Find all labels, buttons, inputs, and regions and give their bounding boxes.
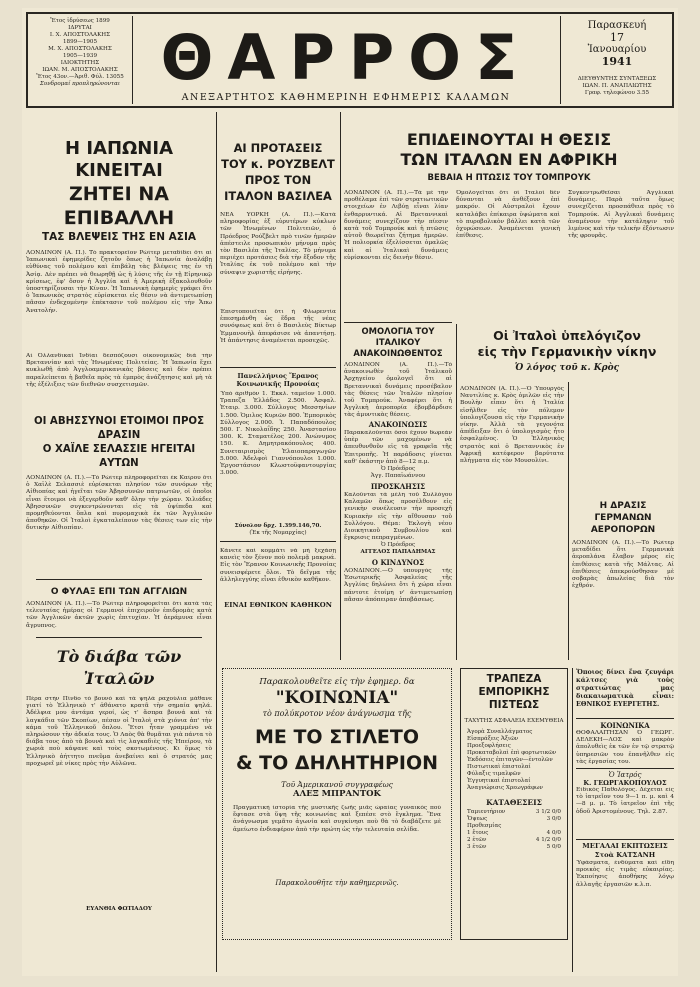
banner-title-2: & ΤΟ ΔΗΛΗΤΗΡΙΟΝ bbox=[235, 752, 439, 774]
bank-services bbox=[467, 729, 561, 792]
doctor-title: Ὁ Ἰατρός bbox=[608, 771, 642, 779]
bank-deposits bbox=[467, 809, 561, 851]
bank-title: ΤΡΑΠΕΖΑ ΕΜΠΟΡΙΚΗΣ ΠΙΣΤΕΩΣ bbox=[478, 673, 550, 711]
masthead-left-line: ΙΔΙΟΚΤΗΤΗΣ bbox=[60, 60, 100, 66]
masthead bbox=[26, 12, 674, 108]
doctor-name: Κ. ΓΕΩΡΓΑΚΟΠΟΥΛΟΣ bbox=[583, 779, 667, 787]
headline-confession: ΟΜΟΛΟΓΙΑ ΤΟΥ ΙΤΑΛΙΚΟΥ ΑΝΑΚΟΙΝΩΘΕΝΤΟΣ bbox=[353, 326, 443, 358]
newspaper-title: ΘΑΡΡΟΣ bbox=[160, 21, 532, 94]
article-guard-body: ΛΟΝΔΙΝΟΝ (Α. Π.).—Τὸ Ρώϊτερ πληροφορεῖται ὅτι κατὰ τὰς τελευταίας ἡμέρας οἱ Γερμανοὶ ἐπιχειροῦν ἐπιδρομὰς κατὰ τῶν Ἀγγλικῶν ἀκτῶν χωρὶς ἐπιτυχίαν. Ἡ ἀεράμυνα εἶναι ἄγρυπνος. bbox=[26, 601, 212, 629]
masthead-left-line: Συνδρομαί προπληρώνονται bbox=[39, 81, 121, 87]
banner-footer: Παρακολουθῆτε τὴν καθημερινῶς. bbox=[275, 879, 399, 887]
deposit-row: 3 ἐτῶν 5 0/0 bbox=[467, 844, 561, 850]
article-africa-body: ΛΟΝΔΙΝΟΝ (Α. Π.).—Τὰ μὲ τὴν προθέλαμα ἐπὶ τῶν στρατιωτικῶν στοιχείων ἐν Λιβύῃ εἶναι λίαν ἐνθαρρυντικά. Αἱ Βρεταννικαὶ δυνάμεις συνεχίζουν τὴν πίεσιν κατὰ τοῦ Τομπρούκ καὶ ἡ πτῶσις αὐτοῦ θεωρεῖται ζήτημα ἡμερῶν. Ἡ πολιορκία ἐξελίσσεται ὁμαλῶς καὶ αἱ Ἰταλικαὶ δυνάμεις εὑρίσκονται εἰς δεινὴν θέσιν. bbox=[344, 190, 448, 261]
bank-service: Πιστωτικαὶ ἐπιστολαί bbox=[467, 764, 531, 770]
headline-japan-1: Η ΙΑΠΩΝΙΑ ΚΙΝΕΙΤΑΙ bbox=[64, 138, 174, 181]
masthead-left-line: Ι. Χ. ΑΠΟΣΤΟΛΑΚΗΣ bbox=[49, 32, 111, 38]
bank-deposits-title: ΚΑΤΑΘΕΣΕΙΣ bbox=[486, 798, 542, 807]
headline-italians-2: εἰς τὴν Γερμανικὴν νίκην bbox=[477, 344, 657, 359]
store-title: ΜΕΓΑΛΑΙ ΕΚΠΤΩΣΕΙΣ Στοὰ ΚΑΤΣΑΝΗ bbox=[582, 842, 668, 859]
banner-koinonia: "ΚΟΙΝΩΝΙΑ" bbox=[275, 688, 399, 708]
article-africa-body-2: Ὁμολογεῖται ὅτι οἱ Ἰταλοὶ δὲν δύνανται νὰ ἀνθέξουν ἐπὶ μακρόν. Οἱ Αὐστραλοὶ ἔχουν καταλάβει ἐπίκαιρα ὑψώματα καὶ τὸ πυροβολικὸν βάλλει κατὰ τῶν ὀχυρώσεων. Ἀναμένεται γενικὴ ἐπίθεσις. bbox=[456, 190, 560, 240]
headline-guard: Ο ΦΥΛΑΞ ΕΠΙ ΤΩΝ ΑΓΓΛΙΩΝ bbox=[50, 587, 188, 597]
banner-line-3: τὸ πολύκροτον νέον ἀνάγνωσμα τῆς bbox=[262, 709, 412, 718]
store-body: Ὑφάσματα, ἐνδύματα καὶ εἴδη προικὸς εἰς τιμὰς εὐκαιρίας. Ἐκποίησις ἀποθήκης λόγῳ ἀλλαγῆς ἐργασιῶν κ.λ.π. bbox=[576, 860, 674, 888]
headline-africa-1: ΕΠΙΔΕΙΝΟΥΤΑΙ Η ΘΕΣΙΣ bbox=[406, 130, 612, 149]
date-weekday: Παρασκευή bbox=[587, 20, 647, 31]
article-passage-author: ΕΥΑΝΘΙΑ ΦΩΤΙΑΔΟΥ bbox=[86, 906, 152, 912]
headline-africa-2: ΤΩΝ ΙΤΑΛΩΝ ΕΝ ΑΦΡΙΚΗ bbox=[400, 150, 618, 169]
social-title: ΚΟΙΝΩΝΙΚΑ bbox=[600, 721, 650, 730]
deposit-row: 1 ἔτους 4 0/0 bbox=[467, 830, 561, 836]
article-german-air-body: ΛΟΝΔΙΝΟΝ (Α. Π.).—Τὸ Ρώϊτερ μεταδίδει ὅτι Γερμανικὰ ἀεροπλάνα ἔλαβον μέρος εἰς ἐπιθέσεις κατὰ τῆς Μάλτας. Αἱ ἐπιθέσεις ἀπεκρούσθησαν μὲ σοβαρὰς ἀπωλείας διὰ τὸν ἐχθρόν. bbox=[572, 540, 674, 590]
bank-service: Εἰσπράξεις Ἀξιῶν bbox=[467, 736, 519, 742]
bank-service: Ἀγορὰ Συναλλάγματος bbox=[467, 729, 533, 735]
editor-name: ΙΩΑΝ. Π. ΑΝΑΠΛΙΩΤΗΣ bbox=[582, 83, 652, 89]
banner-body: Πραγματικὴ ἱστορία τῆς μυστικῆς ζωῆς μιᾶς ὡραίας γυναικὸς ποὺ ἔφτασε στὰ ὕψη τῆς κοινωνίας καὶ ξεπέσε στὸ ἔγκλημα. Ἕνα ἀνάγνωσμα γεμᾶτο ἀγωνία καὶ συγκίνησι ποὺ θὰ τὸ διαβάζετε μὲ ἀμείωτο ἐνδιαφέρον ἀπὸ τὴν πρώτη ὡς τὴν τελευταία σελίδα. bbox=[233, 805, 441, 833]
column-announcements bbox=[344, 324, 452, 660]
date-month: Ἰανουαρίου bbox=[587, 44, 647, 55]
relief-fund-source: (Ἐκ τῆς Νομαρχίας) bbox=[249, 530, 307, 536]
date-year: 1941 bbox=[601, 55, 633, 68]
relief-slogan: ΕΙΝΑΙ ΕΘΝΙΚΟΝ ΚΑΘΗΚΟΝ bbox=[224, 601, 332, 609]
bank-service: Φύλαξις τιμαλφῶν bbox=[467, 771, 521, 777]
announcement-body: Παρακαλοῦνται ὅσοι ἔχουν δωρεὰν ὑπὲρ τῶν μαχομένων νὰ ἀπευθυνθοῦν εἰς τὰ γραφεῖα τῆς Ἐπιτροπῆς. Ἡ παράδοσις γίνεται καθ' ἑκάστην ἀπὸ 8—12 π.μ. bbox=[344, 430, 452, 465]
deposit-row: Ὄψεως 3 0/0 bbox=[467, 816, 561, 822]
invitation-sign-title: Ὁ Πρόεδρος bbox=[380, 542, 416, 548]
bank-service: Ἐκδόσεις ἐπιταγῶν—ἐντολῶν bbox=[467, 757, 553, 763]
date-day: 17 bbox=[610, 31, 624, 44]
subhead-announcement: ΑΝΑΚΟΙΝΩΣΙΣ bbox=[368, 420, 428, 429]
headline-japan-2: ΖΗΤΕΙ ΝΑ ΕΠΙΒΑΛΛΗ bbox=[63, 183, 175, 229]
bank-service: Προεξοφλήσεις bbox=[467, 743, 511, 749]
masthead-left-line: ΙΩΑΝ. Μ. ΑΠΟΣΤΟΛΑΚΗΣ bbox=[42, 67, 118, 73]
announcement-sign-name: Ἀγγ. Παπαϊωάννου bbox=[370, 473, 426, 479]
deposit-row: Ταμιευτήριον 3 1/2 0/0 bbox=[467, 809, 561, 815]
article-cross-body: ΛΟΝΔΙΝΟΝ (Α. Π.).—Ὁ Ὑπουργὸς Ναυτιλίας κ. Κρὸς ὁμιλῶν εἰς τὴν Βουλὴν εἶπεν ὅτι ἡ Ἰταλία εἰσῆλθεν εἰς τὸν πόλεμον ὑπολογίζουσα εἰς τὴν Γερμανικὴν νίκην. Ἀλλὰ τὰ γεγονότα ἀπέδειξαν ὅτι ὁ ὑπολογισμὸς ἦτο ἐσφαλμένος. Ὁ Ἑλληνικὸς στρατὸς καὶ ὁ Βρεταννικὸς ἐν Ἀφρικῇ κατέφερον βαρύτατα πλήγματα εἰς τὸν Μουσολίνι. bbox=[460, 386, 564, 465]
social-body: ΘΟΦΑΛΑΙΤΗΣΑΝ Ὁ ΓΕΩΡΓ. ΔΕΛΕΚΗ—ΛΟΣ καὶ μακρὸν ἀπολυθεὶς ἐκ τῶν ἐν τῷ στρατῷ ὑπηρεσιῶν του ἐπανῆλθεν εἰς τὰς ἐργασίας του. bbox=[576, 730, 674, 765]
relief-fund-list: Ὑπὸ ἀριθμὸν 1. Ἐκκλ. ταμεῖον 1.000. Τραπεζα Ἑλλάδος 2.500. Ἀσφαλ. Ἑταιρ. 3.000. Σύλλογος Μεσσηνίων 1.500. Ὁμιλος Κυριῶν 800. Ἐμπορικὸς Σύλλογος 2.000. Ἰ. Παπαδόπουλος 500. Γ. Νικολαΐδης 250. Ἀναστασίου 300. Κ. Σταματέλος 200. Ἀνώνυμος 150. Κ. Δημητρακόπουλος 400. Συνεταιρισμὸς Ἐλαιοπαραγωγῶν 5.000. Ἀδελφοὶ Γιαννόπουλοι 1.000. Ἐργοστάσιον Κλωστοϋφαντουργίας 3.000. bbox=[220, 391, 336, 477]
bank-service: Προκαταβολαὶ ἐπὶ φορτωτικῶν bbox=[467, 750, 557, 756]
masthead-left-line: ΙΔΡΥΤΑΙ bbox=[68, 25, 92, 31]
headline-japan-3: ΤΑΣ ΒΛΕΨΕΙΣ ΤΗΣ ΕΝ ΑΣΙΑ bbox=[42, 231, 196, 243]
headline-italians-1: Οἱ Ἰταλοὶ ὑπελόγιζον bbox=[493, 328, 641, 343]
masthead-left-line: 1899—1905 bbox=[62, 39, 98, 45]
doctor-body: Εἰδικὸς Παθολόγος. Δέχεται εἰς τὸ ἰατρεῖον του 9—1 π. μ. καὶ 4—8 μ. μ. Τὸ ἰατρεῖον ἐπὶ τῆς ὁδοῦ Ἀριστομένους. Τηλ. 2.87. bbox=[576, 787, 674, 815]
announcement-sign-title: Ὁ Πρόεδρος bbox=[380, 466, 416, 472]
subhead-cross: Ὁ λόγος τοῦ κ. Κρὸς bbox=[514, 363, 620, 373]
headline-german-air: Η ΔΡΑΣΙΣ ΓΕΡΜΑΝΩΝ ΑΕΡΟΠΟΡΩΝ bbox=[590, 501, 656, 535]
masthead-left-line: Ἔτος 43ον.—Ἀριθ. Φύλ. 13055 bbox=[36, 74, 124, 80]
relief-appeal: Κάνετε καὶ κομμάτι νὰ μὴ ξεχάσῃ κανεὶς τὸν ξένον ποὺ πολεμᾷ μακρυά. Εἰς τὸν Ἔρανον Κοινωνικῆς Προνοίας συνεισφέρετε ὅλοι. Τὸ δεῖγμα τῆς ἀλληλεγγύης εἶναι ἐθνικὸν καθῆκον. bbox=[220, 548, 336, 583]
article-japan-body-2: Αἱ Ὀλλανδικαὶ Ἰνδίαι δεσπόζουσι οἰκονομικῶς διὰ τὴν Βρεταννίαν καὶ τὰς Ἡνωμένας Πολιτείας. Ἡ Ἰαπωνία ἔχει κυκλωθῆ ἀπὸ Ἀγγλοαμερικανικὰς βάσεις καὶ δὲν πρέπει παραλείπεται ἡ βαθεῖα πρὸς τὰ ἐμπρὸς ἀνάζητησις καὶ μὴ τὰ τῆς ἐξέλιξεις τῶν διεθνῶν συσχετισμῶν. bbox=[26, 353, 212, 388]
subhead-danger: Ο ΚΙΝΔΥΝΟΣ bbox=[371, 558, 425, 567]
invitation-sign-name: ΑΓΓΕΛΟΣ ΠΑΠΑΔΗΜΑΣ bbox=[360, 549, 436, 555]
banner-line-1: Παρακολουθεῖτε εἰς τὴν ἐφημερ. δα bbox=[259, 677, 415, 687]
article-japan-body: ΛΟΝΔΙΝΟΝ (Α. Π.). Τὸ πρακτορεῖον Ρώϊτερ μεταδίδει ὅτι αἱ Ἰαπωνικαὶ ἐφημερίδες ζητοῦν ὅπως ἡ Ἰαπωνία ἀναλάβῃ εὐθύνας τοῦ πολέμου καὶ ἐπιβάλῃ τὰς βλέψεις της ἐν τῇ Ἀσίᾳ. Δὲν πρέπει νὰ θεωρηθῇ ὡς ἡ λύσις τῆς ἐν τῇ Εἰρηνικῷ κρίσεως, ἐφ' ὅσον ἡ Ἀγγλία καὶ ἡ Ἀμερικὴ ἐξακολουθοῦν ὑποστηρίζουσαι τὴν Κίναν. Ἡ Ἰαπωνικὴ ἐφημερὶς γράφει ὅτι ὁ Ἰαπωνικὸς στρατὸς εὑρίσκεται εἰς θέσιν νὰ ἀντιμετωπίσῃ πᾶσαν ἐνδεχομένην ἐπέκτασιν τοῦ πολέμου εἰς τὴν Ἄπω Ἀνατολήν. bbox=[26, 250, 212, 314]
article-confession-body: ΛΟΝΔΙΝΟΝ (Α. Π.).—Τὸ ἀνακοινωθὲν τοῦ Ἰταλικοῦ Ἀρχηγείου ὁμολογεῖ ὅτι αἱ Βρεταννικαὶ δυνάμεις προσέβαλον τὰς θέσεις τῶν Ἰταλῶν πλησίον τοῦ Τομπρούκ. Ἀναφέρει ὅτι ἡ Ἀγγλικὴ ἀεροπορία ἐβομβάρδισε τὰς ἀμυντικὰς θέσεις. bbox=[344, 362, 452, 419]
masthead-left-box bbox=[32, 18, 128, 104]
subhead-invitation: ΠΡΟΣΚΛΗΣΙΣ bbox=[370, 482, 426, 491]
article-passage-body: Πέρα στὴν Πίνδο τὸ βουνὸ καὶ τὰ ψηλὰ ραχούλια μάθανε γιατί τὸ Ἑλληνικὸ τ' ἀθάνατο κρατᾶ τὴν σημαία ψηλά. Ἀδέλφια μου ἀντάμα γεροί, ὡς τ' ἄσπρα βουνά καὶ τὰ λαγκάδια τῶν Σκοπίων, πέσαν οἱ Ἰταλοὶ στὰ χιόνια ἀπ' τὴν κάμα τοῦ Ἑλληνικοῦ ὅπλου. Ἔτσι ἦταν γραμμένο νὰ πληρώσουν τὴν ἀδικία τους. Ὁ Λαὸς θὰ θυμᾶται γιὰ πάντα τὸ διάβα τους ἀπὸ τὰ βουνὰ καὶ τὶς λαγκαδιὲς τῆς Ἠπείρου, τὰ χωριὰ ποὺ κάψανε καὶ τοὺς σκοτωμένους. Κι ὅμως τὸ Ἑλληνικὸ ἀήττητο πνεῦμα ἀνεβαίνει καὶ ὁ στρατός μας προχωρεῖ μὲ νίκες πρὸς τὴν Αὐλῶνα. bbox=[26, 696, 212, 767]
article-roosevelt-body: ΝΕΑ ΥΟΡΚΗ (Α. Π.).—Κατὰ πληροφορίας ἐξ εὐρυτέρων κύκλων τῶν Ἡνωμένων Πολιτειῶν, ὁ Πρόεδρος Ρούζβελτ πρὸ τινῶν ἡμερῶν ἀπέστειλε προσωπικὸν μήνυμα πρὸς τὸν Βασιλέα τῆς Ἰταλίας. Τὸ μήνυμα περιέχει προτάσεις διὰ τὴν ἔξοδον τῆς Ἰταλίας ἐκ τοῦ πολέμου καὶ τὴν σύναψιν χωριστῆς εἰρήνης. bbox=[220, 212, 336, 276]
banner-author: ΑΛΕΞ ΜΠΡΑΝΤΟΚ bbox=[293, 789, 381, 799]
invitation-body: Καλοῦνται τὰ μέλη τοῦ Συλλόγου Καλαμῶν ὅπως προσέλθουν εἰς γενικὴν συνέλευσιν τὴν προσεχῆ Κυριακὴν εἰς τὴν αἴθουσαν τοῦ Συλλόγου. Θέμα: Ἐκλογὴ νέου Διοικητικοῦ Συμβουλίου καὶ ἔγκρισις πεπραγμένων. bbox=[344, 492, 452, 542]
bank-service: Ἀναγνώρισις Χρεωγράφων bbox=[467, 785, 543, 791]
headline-roosevelt: ΑΙ ΠΡΟΤΑΣΕΙΣ ΤΟΥ κ. ΡΟΥΖΒΕΛΤ ΠΡΟΣ ΤΟΝ ΙΤΑΛΟΝ ΒΑΣΙΛΕΑ bbox=[221, 141, 335, 203]
bank-service: Ἐγγυητικαὶ ἐπιστολαί bbox=[467, 778, 531, 784]
headline-abyssinia-2: Ο ΧΑΪΛΕ ΣΕΛΑΣΣΙΕ ΗΓΕΙΤΑΙ ΑΥΤΩΝ bbox=[42, 444, 196, 469]
masthead-left-line: Μ. Χ. ΑΠΟΣΤΟΛΑΚΗΣ bbox=[48, 46, 112, 52]
subhead-relief-fund: Πανελλήνιος Ἔρανος Κοινωνικῆς Προνοίας bbox=[236, 372, 320, 388]
newspaper-subtitle: ΑΝΕΞΑΡΤΗΤΟΣ ΚΑΘΗΜΕΡΙΝΗ ΕΦΗΜΕΡΙΣ ΚΑΛΑΜΩΝ bbox=[181, 92, 511, 103]
article-roosevelt-body-2: Ἐπιστοποιεῖται ὅτι ἡ Φλωρεντία ἐπεσημάνθη ὡς ἕδρα τῆς νέας συνόψεως καὶ ὅτι ὁ Βασιλεὺς Βίκτωρ Ἐμμανουὴλ ἀπεφάσισε νὰ ἀπαντήσῃ. Ἡ ἀπάντησις ἀναμένεται προσεχῶς. bbox=[220, 309, 336, 344]
bank-ad bbox=[460, 668, 568, 940]
masthead-left-line: Ἔτος ἱδρύσεως 1899 bbox=[50, 18, 110, 24]
editor-label: ΔΙΕΥΘΥΝΤΗΣ ΣΥΝΤΑΞΕΩΣ bbox=[577, 76, 657, 82]
german-air-article bbox=[572, 500, 674, 660]
banner-title-1: ΜΕ ΤΟ ΣΤΙΛΕΤΟ bbox=[254, 726, 420, 748]
article-africa-body-3: Συγκεντρωθεῖσαι Ἀγγλικαὶ δυνάμεις. Παρὰ ταῦτα ὅμως συνεχίζεται προσπάθεια πρὸς τὸ Τομπρούκ. Αἱ Ἀγγλικαὶ δυνάμεις ἀναμένουν τὴν κατάληψιν τοῦ λιμένος καὶ τὴν τελικὴν ἐξόντωσιν τῆς φρουρᾶς. bbox=[568, 190, 674, 240]
newspaper-page bbox=[22, 8, 678, 976]
bank-subtitle: ΤΑΧΥΤΗΣ ΑΣΦΑΛΕΙΑ ΕΧΕΜΥΘΕΙΑ bbox=[464, 718, 564, 724]
relief-fund-total: Σύνολον δρχ. 1.399.146,70. bbox=[234, 523, 322, 529]
column-notices bbox=[576, 668, 674, 972]
masthead-left-line: 1905—1939 bbox=[62, 53, 98, 59]
danger-body: ΛΟΝΔΙΝΟΝ.—Ὁ ὑπουργὸς τῆς Ἐσωτερικῆς Ἀσφαλείας τῆς Ἀγγλίας δηλώνει ὅτι ἡ χώρα εἶναι πάντοτε ἑτοίμη ν' ἀντιμετωπίσῃ πᾶσαν ἀπόπειραν ἀποβάσεως. bbox=[344, 568, 452, 603]
column-japan bbox=[26, 112, 212, 972]
article-abyssinia-body: ΛΟΝΔΙΝΟΝ (Α. Π.).—Τὸ Ρώϊτερ πληροφορεῖται ἐκ Καΐρου ὅτι ὁ Χαϊλὲ Σελασσιὲ εὑρίσκεται πλησίον τῶν συνόρων τῆς Αἰθιοπίας καὶ ἡγεῖται τῶν Ἀβησσυνῶν πατριωτῶν, οἱ ὁποῖοι εἶναι ἕτοιμοι νὰ ἐξεγερθοῦν καθ' ὅλην τὴν χώραν. Χιλιάδες Ἀβησσυνῶν συγκεντρώνονται εἰς τὰ ὑψίπεδα καὶ προμηθεύονται ὅπλα καὶ πυρομαχικὰ ἐκ τῶν Ἀγγλικῶν ἀποθηκῶν. Οἱ Ἰταλοὶ ἐγκαταλείπουν τὰς θέσεις των εἰς τὴν δυτικὴν Αἰθιοπίαν. bbox=[26, 475, 212, 532]
office-phone: Γραφ. τηλεφώνου 3.55 bbox=[584, 90, 650, 96]
issue-date bbox=[564, 20, 670, 97]
headline-italian-passage: Τὸ διάβα τῶν Ἰταλῶν bbox=[56, 647, 182, 688]
headline-abyssinia-1: ΟΙ ΑΒΗΣΣΥΝΟΙ ΕΤΟΙΜΟΙ ΠΡΟΣ ΔΡΑΣΙΝ bbox=[33, 416, 205, 441]
column-cross-speech bbox=[460, 324, 674, 660]
subhead-tobruk: ΒΕΒΑΙΑ Η ΠΤΩΣΙΣ ΤΟΥ ΤΟΜΠΡΟΥΚ bbox=[427, 173, 591, 183]
africa-article bbox=[344, 112, 674, 322]
banner-author-label: Τοῦ Ἀμερικανοῦ συγγραφέως bbox=[281, 780, 393, 789]
deposit-row: 2 ἐτῶν 4 1/2 0/0 bbox=[467, 837, 561, 843]
koinonia-banner bbox=[222, 668, 452, 940]
deposit-row: Προθεσμίας bbox=[467, 823, 502, 829]
socks-notice: Ὅποιος δίνει ἕνα ζευγάρι κάλτσες γιὰ τοὺς στρατιώτας μας διακαιωματικὰ εἶναι: ΕΘΝΙΚΟΣ ΕΥΕΡΓΕΤΗΣ. bbox=[576, 668, 674, 708]
